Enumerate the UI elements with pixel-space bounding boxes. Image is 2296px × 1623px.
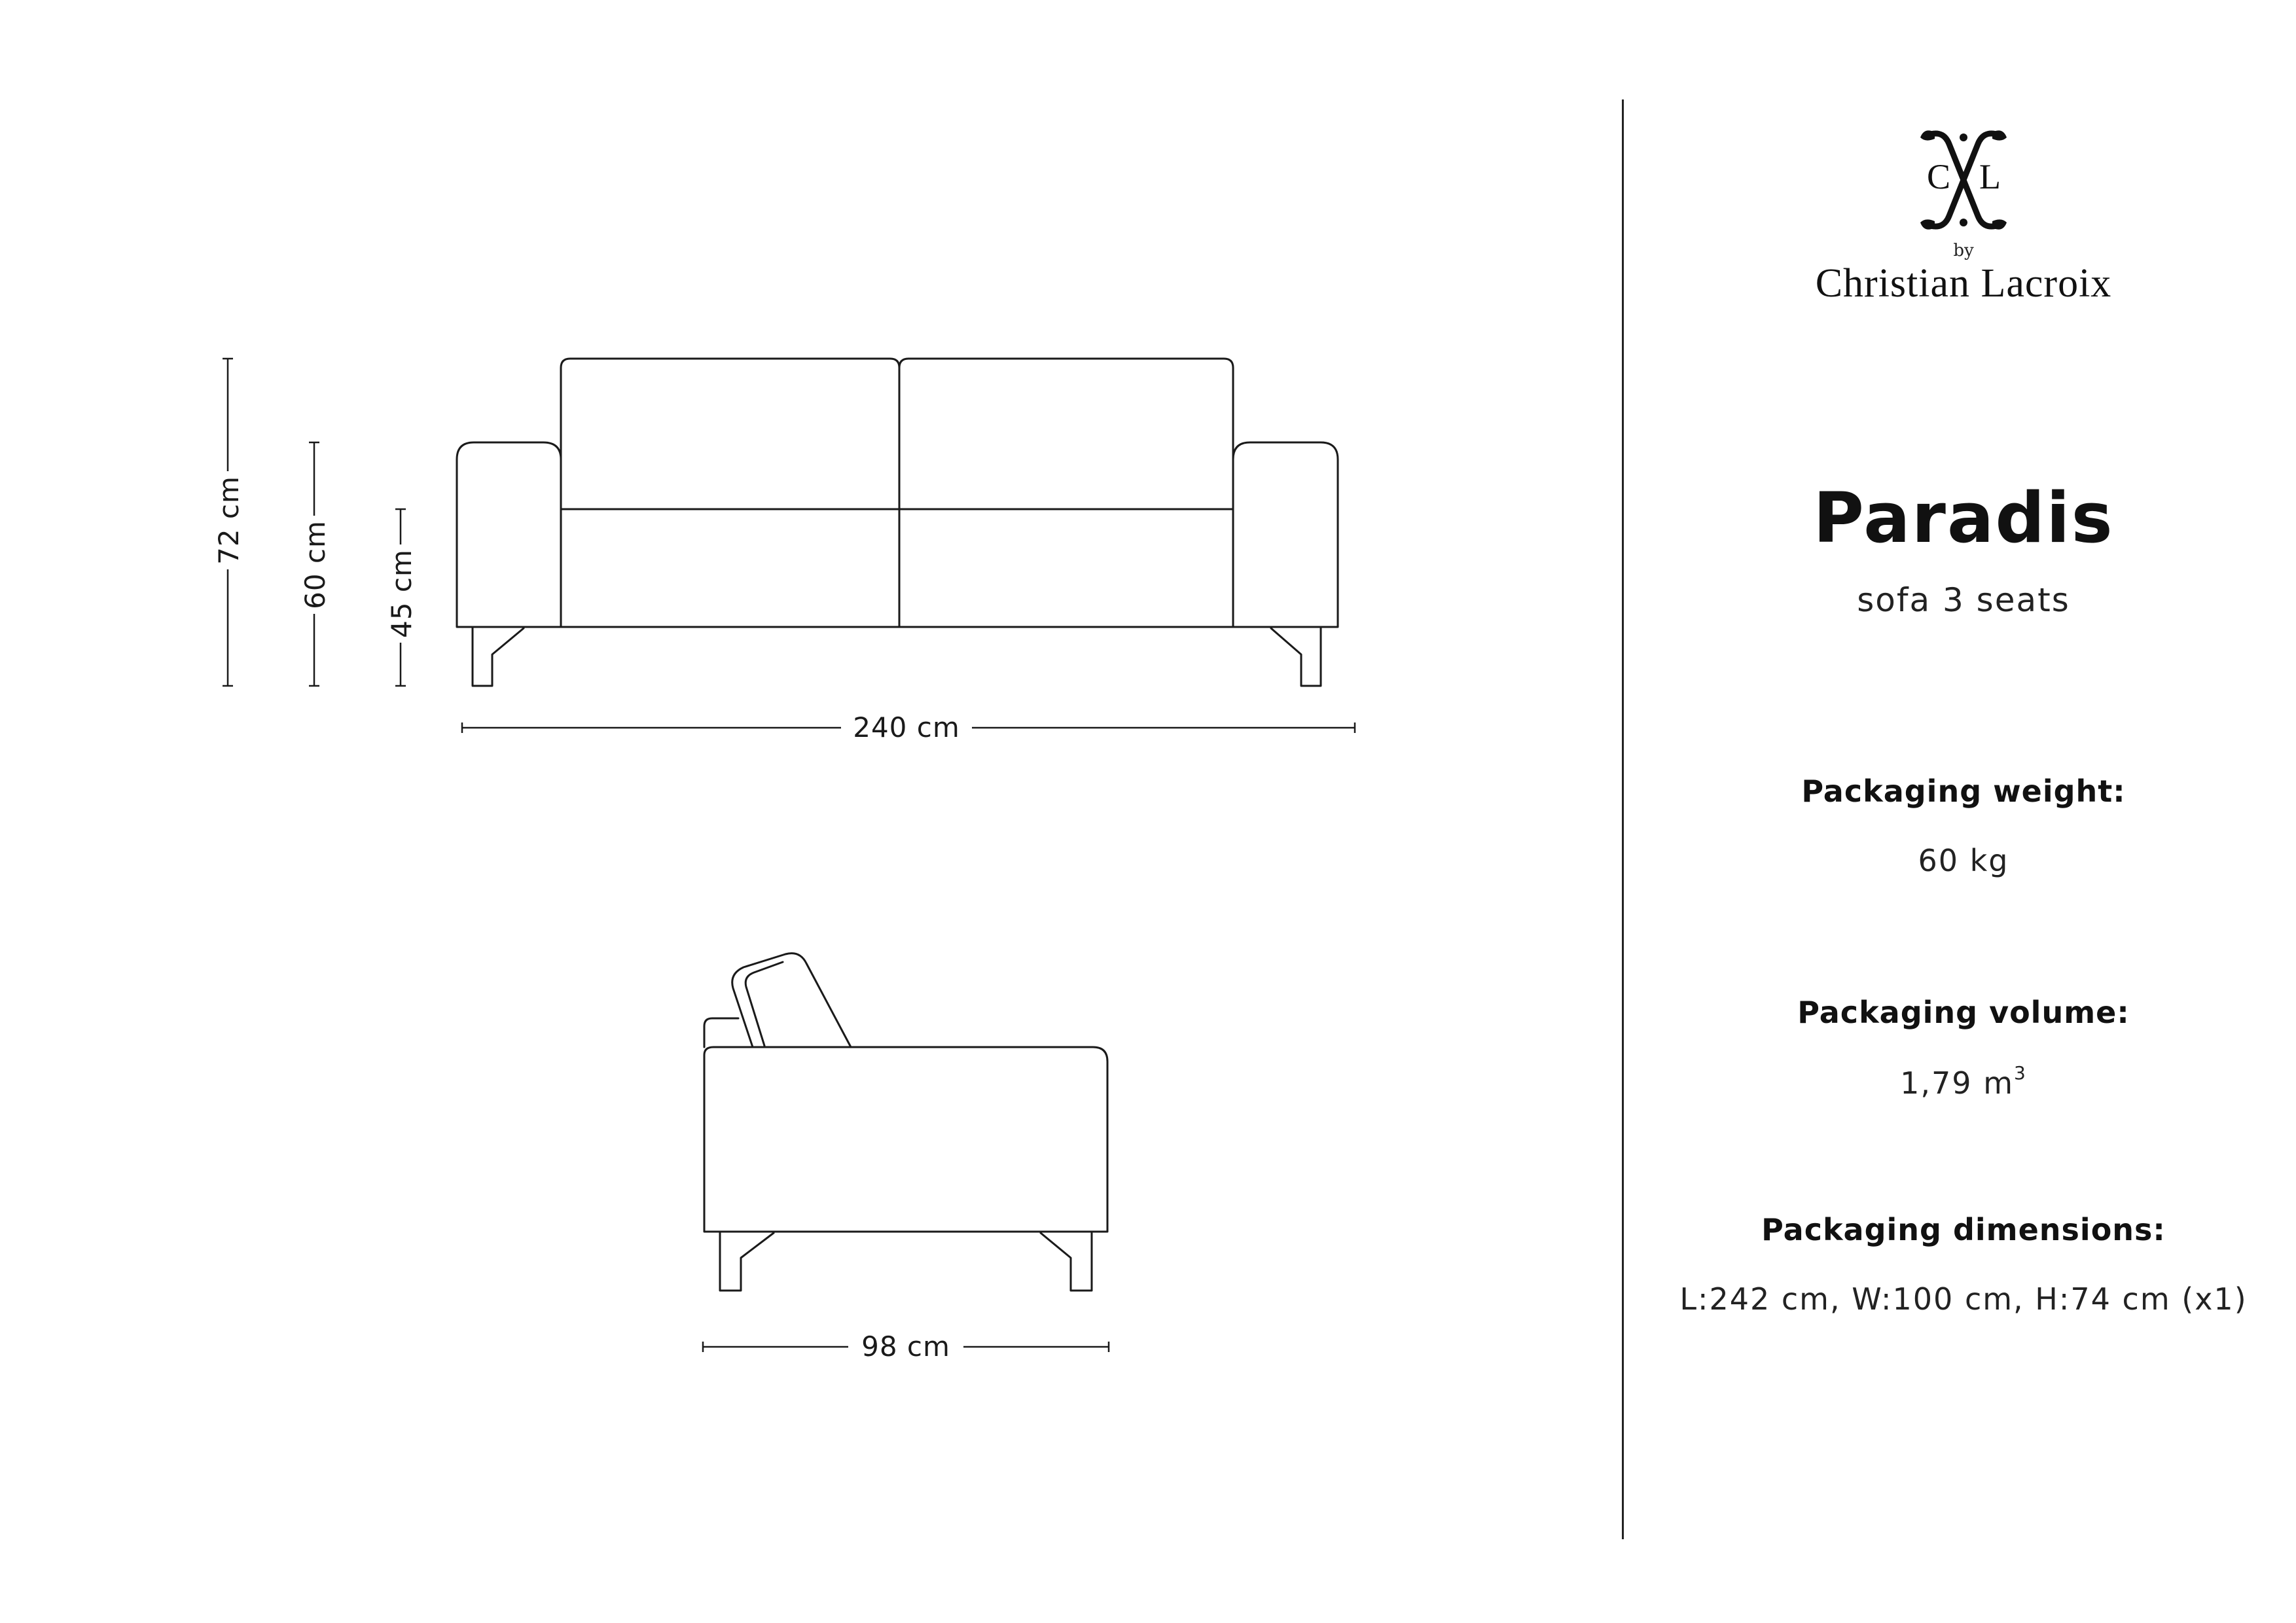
height-dimension-45	[382, 509, 419, 686]
spec-volume-number: 1,79 m	[1900, 1065, 2015, 1101]
depth-dimension-98	[703, 1330, 1109, 1364]
side-leg-right	[1041, 1233, 1092, 1291]
leg-right	[1271, 628, 1321, 686]
product-subtitle: sofa 3 seats	[1857, 581, 2070, 619]
spec-weight-label: Packaging weight:	[1801, 774, 2126, 809]
height-dimension-72	[209, 359, 246, 686]
back-cushion-left	[561, 359, 899, 627]
dim-label-98: 98 cm	[861, 1330, 950, 1363]
christian-lacroix-logo	[1911, 124, 2016, 236]
leg-left	[473, 628, 524, 686]
dim-label-45: 45 cm	[386, 549, 418, 638]
side-body	[704, 1047, 1107, 1232]
dim-label-240: 240 cm	[853, 711, 960, 743]
sofa-side-view	[704, 954, 1107, 1291]
spec-dimensions-label: Packaging dimensions:	[1761, 1212, 2166, 1247]
svg-text:C: C	[1927, 157, 1951, 196]
height-dimension-60	[296, 442, 332, 686]
spec-weight-value: 60 kg	[1918, 843, 2009, 878]
spec-volume-label: Packaging volume:	[1797, 995, 2130, 1030]
spec-volume-value	[1649, 1062, 2278, 1101]
brand-name: Christian Lacroix	[1815, 261, 2112, 306]
width-dimension-240	[462, 711, 1355, 745]
sofa-front-view	[457, 359, 1338, 686]
side-leg-left	[720, 1233, 774, 1291]
left-armrest	[457, 442, 561, 627]
spec-volume-exponent: 3	[2014, 1062, 2027, 1084]
dim-label-72: 72 cm	[213, 476, 245, 565]
product-title: Paradis	[1813, 478, 2114, 558]
svg-text:L: L	[1979, 157, 2001, 196]
dim-label-60: 60 cm	[299, 520, 331, 609]
back-cushion-right	[899, 359, 1233, 627]
vertical-divider	[1622, 99, 1624, 1539]
spec-dimensions-value: L:242 cm, W:100 cm, H:74 cm (x1)	[1679, 1281, 2248, 1317]
brand-by: by	[1953, 241, 1974, 260]
back-rest-side	[704, 1018, 738, 1047]
right-armrest	[1233, 442, 1338, 627]
